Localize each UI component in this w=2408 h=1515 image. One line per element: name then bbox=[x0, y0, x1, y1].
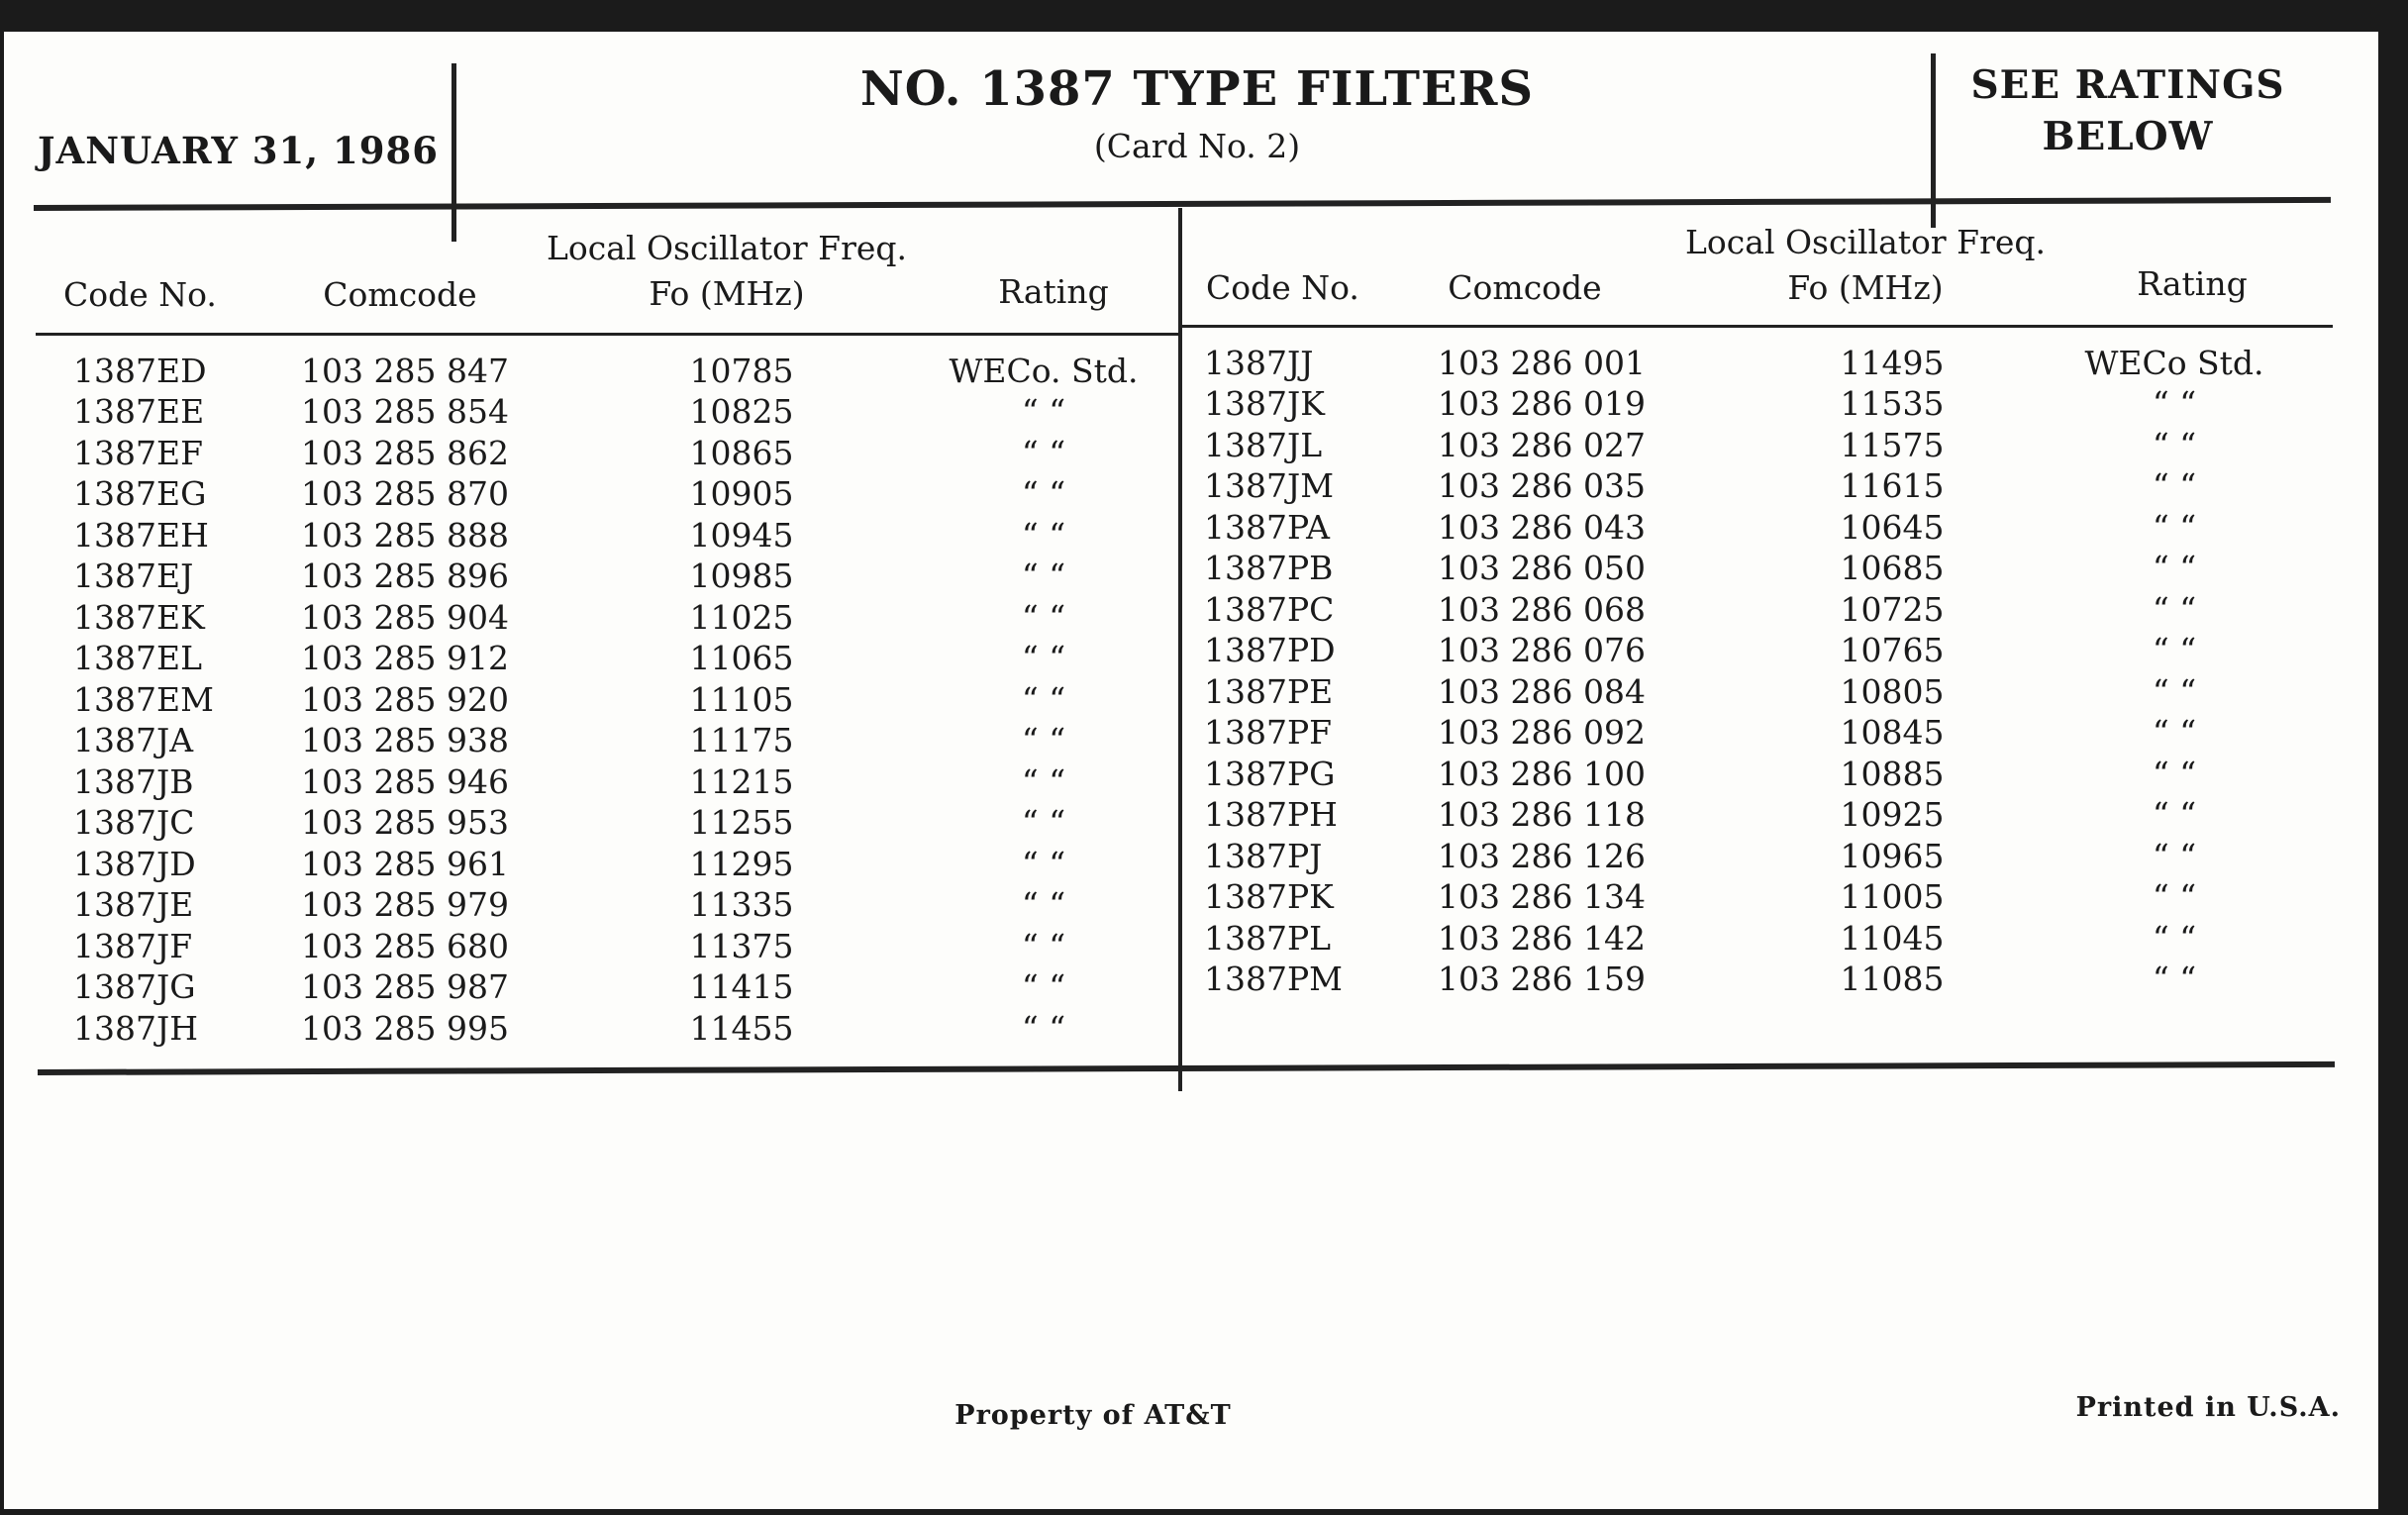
frequency: 10965 bbox=[1840, 837, 1945, 875]
rating: “ “ bbox=[1021, 598, 1066, 637]
comcode: 103 285 979 bbox=[301, 885, 509, 924]
table-row bbox=[1204, 671, 2333, 713]
rating: “ “ bbox=[1021, 474, 1066, 513]
code-no: 1387JM bbox=[1204, 466, 1335, 505]
frequency: 10985 bbox=[689, 556, 794, 595]
frequency: 11295 bbox=[689, 845, 794, 883]
table-row bbox=[73, 1008, 1172, 1050]
rating: “ “ bbox=[1021, 434, 1066, 472]
comcode: 103 285 896 bbox=[301, 556, 509, 595]
comcode: 103 285 862 bbox=[301, 434, 509, 472]
comcode: 103 285 847 bbox=[301, 352, 509, 390]
rating: “ “ bbox=[1021, 516, 1066, 555]
code-no: 1387PE bbox=[1204, 672, 1334, 711]
code-no: 1387EG bbox=[73, 474, 207, 513]
frequency: 10685 bbox=[1840, 549, 1945, 587]
table-row bbox=[1204, 712, 2333, 754]
frequency: 11215 bbox=[689, 762, 794, 801]
rating: “ “ bbox=[2152, 919, 2197, 958]
code-no: 1387JK bbox=[1204, 384, 1325, 423]
rating: “ “ bbox=[1021, 639, 1066, 677]
comcode: 103 286 068 bbox=[1438, 590, 1646, 629]
column-header-rule-right bbox=[1180, 325, 2333, 328]
code-no: 1387PG bbox=[1204, 755, 1336, 793]
table-row bbox=[1204, 794, 2333, 836]
header-divider-left bbox=[452, 63, 456, 242]
frequency: 10765 bbox=[1840, 631, 1945, 669]
table-row bbox=[73, 926, 1172, 967]
table-row bbox=[73, 966, 1172, 1008]
frequency: 11175 bbox=[689, 721, 794, 759]
table-row bbox=[1204, 425, 2333, 466]
table-row bbox=[1204, 548, 2333, 589]
rating: “ “ bbox=[2152, 755, 2197, 793]
table-row bbox=[73, 351, 1172, 392]
code-no: 1387JE bbox=[73, 885, 194, 924]
rating: “ “ bbox=[2152, 508, 2197, 547]
comcode: 103 285 854 bbox=[301, 392, 509, 431]
frequency: 11375 bbox=[689, 927, 794, 965]
rating: “ “ bbox=[2152, 549, 2197, 587]
table-row bbox=[1204, 589, 2333, 631]
rating: “ “ bbox=[2152, 384, 2197, 423]
comcode: 103 285 904 bbox=[301, 598, 509, 637]
code-no: 1387EE bbox=[73, 392, 205, 431]
code-no: 1387JJ bbox=[1204, 344, 1314, 382]
frequency: 11415 bbox=[689, 967, 794, 1006]
comcode: 103 286 159 bbox=[1438, 960, 1646, 998]
frequency: 11455 bbox=[689, 1009, 794, 1048]
frequency: 10805 bbox=[1840, 672, 1945, 711]
frequency: 10645 bbox=[1840, 508, 1945, 547]
comcode: 103 286 076 bbox=[1438, 631, 1646, 669]
comcode: 103 286 118 bbox=[1438, 795, 1646, 834]
frequency: 11495 bbox=[1840, 344, 1945, 382]
code-no: 1387EM bbox=[73, 680, 214, 719]
comcode: 103 285 987 bbox=[301, 967, 509, 1006]
code-no: 1387JA bbox=[73, 721, 194, 759]
comcode: 103 286 126 bbox=[1438, 837, 1646, 875]
code-no: 1387PJ bbox=[1204, 837, 1323, 875]
rating: “ “ bbox=[1021, 392, 1066, 431]
frequency: 10925 bbox=[1840, 795, 1945, 834]
comcode: 103 286 092 bbox=[1438, 713, 1646, 752]
code-no: 1387JH bbox=[73, 1009, 198, 1048]
left-header-comcode: Comcode bbox=[323, 275, 477, 314]
comcode: 103 286 100 bbox=[1438, 755, 1646, 793]
frequency: 11575 bbox=[1840, 426, 1945, 464]
table-row bbox=[73, 515, 1172, 556]
left-header-code: Code No. bbox=[63, 275, 217, 314]
code-no: 1387EK bbox=[73, 598, 205, 637]
table-row bbox=[1204, 959, 2333, 1000]
rating: “ “ bbox=[1021, 927, 1066, 965]
code-no: 1387PH bbox=[1204, 795, 1338, 834]
table-bottom-rule bbox=[38, 1061, 2335, 1075]
table-row bbox=[73, 433, 1172, 474]
code-no: 1387PM bbox=[1204, 960, 1343, 998]
rating: “ “ bbox=[1021, 762, 1066, 801]
frequency: 11335 bbox=[689, 885, 794, 924]
code-no: 1387EL bbox=[73, 639, 202, 677]
table-row bbox=[1204, 383, 2333, 425]
card-title: NO. 1387 TYPE FILTERS bbox=[859, 61, 1535, 117]
filter-card bbox=[4, 32, 2378, 1509]
rating: “ “ bbox=[1021, 967, 1066, 1006]
table-row bbox=[73, 802, 1172, 844]
frequency: 10905 bbox=[689, 474, 794, 513]
left-header-freq: Local Oscillator Freq. Fo (MHz) bbox=[547, 229, 907, 313]
frequency: 11065 bbox=[689, 639, 794, 677]
rating: “ “ bbox=[2152, 795, 2197, 834]
column-header-rule-left bbox=[36, 333, 1180, 336]
comcode: 103 285 938 bbox=[301, 721, 509, 759]
code-no: 1387JG bbox=[73, 967, 196, 1006]
rating: “ “ bbox=[1021, 556, 1066, 595]
comcode: 103 285 995 bbox=[301, 1009, 509, 1048]
table-row bbox=[1204, 465, 2333, 507]
table-row bbox=[1204, 630, 2333, 671]
code-no: 1387PA bbox=[1204, 508, 1330, 547]
code-no: 1387PC bbox=[1204, 590, 1335, 629]
code-no: 1387ED bbox=[73, 352, 207, 390]
code-no: 1387PK bbox=[1204, 877, 1334, 916]
right-header-comcode: Comcode bbox=[1448, 268, 1602, 307]
code-no: 1387JF bbox=[73, 927, 193, 965]
rating: “ “ bbox=[1021, 1009, 1066, 1048]
table-row bbox=[73, 391, 1172, 433]
frequency: 11255 bbox=[689, 803, 794, 842]
table-row bbox=[73, 720, 1172, 761]
property-notice: Property of AT&T bbox=[954, 1400, 1232, 1431]
right-header-rating: Rating bbox=[2137, 264, 2248, 303]
code-no: 1387EH bbox=[73, 516, 209, 555]
table-row bbox=[73, 473, 1172, 515]
code-no: 1387PB bbox=[1204, 549, 1334, 587]
table-row bbox=[73, 556, 1172, 597]
frequency: 10845 bbox=[1840, 713, 1945, 752]
table-row bbox=[1204, 918, 2333, 960]
rating: “ “ bbox=[1021, 680, 1066, 719]
frequency: 10885 bbox=[1840, 755, 1945, 793]
frequency: 11535 bbox=[1840, 384, 1945, 423]
rating: “ “ bbox=[2152, 960, 2197, 998]
frequency: 11105 bbox=[689, 680, 794, 719]
comcode: 103 286 134 bbox=[1438, 877, 1646, 916]
rating: “ “ bbox=[2152, 590, 2197, 629]
table-row bbox=[73, 761, 1172, 803]
table-row bbox=[1204, 507, 2333, 549]
rating: “ “ bbox=[2152, 672, 2197, 711]
comcode: 103 286 142 bbox=[1438, 919, 1646, 958]
comcode: 103 286 084 bbox=[1438, 672, 1646, 711]
code-no: 1387JB bbox=[73, 762, 194, 801]
comcode: 103 285 912 bbox=[301, 639, 509, 677]
rating: WECo Std. bbox=[2084, 344, 2264, 382]
rating: “ “ bbox=[1021, 803, 1066, 842]
comcode: 103 286 001 bbox=[1438, 344, 1646, 382]
comcode: 103 286 050 bbox=[1438, 549, 1646, 587]
frequency: 10945 bbox=[689, 516, 794, 555]
right-header-freq: Local Oscillator Freq. Fo (MHz) bbox=[1685, 223, 2046, 307]
frequency: 10865 bbox=[689, 434, 794, 472]
comcode: 103 286 043 bbox=[1438, 508, 1646, 547]
frequency: 11085 bbox=[1840, 960, 1945, 998]
ratings-note-line2: BELOW bbox=[2042, 114, 2214, 159]
comcode: 103 285 953 bbox=[301, 803, 509, 842]
code-no: 1387PL bbox=[1204, 919, 1332, 958]
code-no: 1387JL bbox=[1204, 426, 1323, 464]
comcode: 103 286 035 bbox=[1438, 466, 1646, 505]
table-row bbox=[1204, 343, 2333, 384]
code-no: 1387PD bbox=[1204, 631, 1336, 669]
frequency: 11045 bbox=[1840, 919, 1945, 958]
table-row bbox=[73, 884, 1172, 926]
rating: “ “ bbox=[2152, 426, 2197, 464]
table-row bbox=[1204, 754, 2333, 795]
code-no: 1387EJ bbox=[73, 556, 194, 595]
rating: “ “ bbox=[1021, 845, 1066, 883]
card-subtitle: (Card No. 2) bbox=[1093, 127, 1301, 165]
frequency: 10825 bbox=[689, 392, 794, 431]
code-no: 1387EF bbox=[73, 434, 203, 472]
frequency: 11005 bbox=[1840, 877, 1945, 916]
table-row bbox=[1204, 876, 2333, 918]
code-no: 1387PF bbox=[1204, 713, 1333, 752]
comcode: 103 285 961 bbox=[301, 845, 509, 883]
rating: “ “ bbox=[2152, 713, 2197, 752]
rating: “ “ bbox=[2152, 877, 2197, 916]
table-row bbox=[73, 638, 1172, 679]
frequency: 11615 bbox=[1840, 466, 1945, 505]
comcode: 103 286 019 bbox=[1438, 384, 1646, 423]
table-row bbox=[1204, 836, 2333, 877]
printed-notice: Printed in U.S.A. bbox=[2075, 1392, 2341, 1423]
table-row bbox=[73, 844, 1172, 885]
comcode: 103 285 888 bbox=[301, 516, 509, 555]
frequency: 11025 bbox=[689, 598, 794, 637]
rating: “ “ bbox=[1021, 721, 1066, 759]
code-no: 1387JD bbox=[73, 845, 196, 883]
rating: “ “ bbox=[2152, 631, 2197, 669]
card-date: JANUARY 31, 1986 bbox=[38, 129, 440, 172]
comcode: 103 286 027 bbox=[1438, 426, 1646, 464]
frequency: 10785 bbox=[689, 352, 794, 390]
rating: “ “ bbox=[2152, 837, 2197, 875]
right-header-code: Code No. bbox=[1206, 268, 1359, 307]
table-center-divider bbox=[1178, 208, 1182, 1091]
comcode: 103 285 920 bbox=[301, 680, 509, 719]
comcode: 103 285 870 bbox=[301, 474, 509, 513]
comcode: 103 285 680 bbox=[301, 927, 509, 965]
table-row bbox=[73, 597, 1172, 639]
table-row bbox=[73, 679, 1172, 721]
ratings-note-line1: SEE RATINGS bbox=[1970, 62, 2285, 108]
comcode: 103 285 946 bbox=[301, 762, 509, 801]
ratings-note bbox=[1945, 59, 2311, 162]
rating: WECo. Std. bbox=[949, 352, 1139, 390]
frequency: 10725 bbox=[1840, 590, 1945, 629]
code-no: 1387JC bbox=[73, 803, 195, 842]
left-header-rating: Rating bbox=[998, 272, 1109, 311]
rating: “ “ bbox=[1021, 885, 1066, 924]
rating: “ “ bbox=[2152, 466, 2197, 505]
